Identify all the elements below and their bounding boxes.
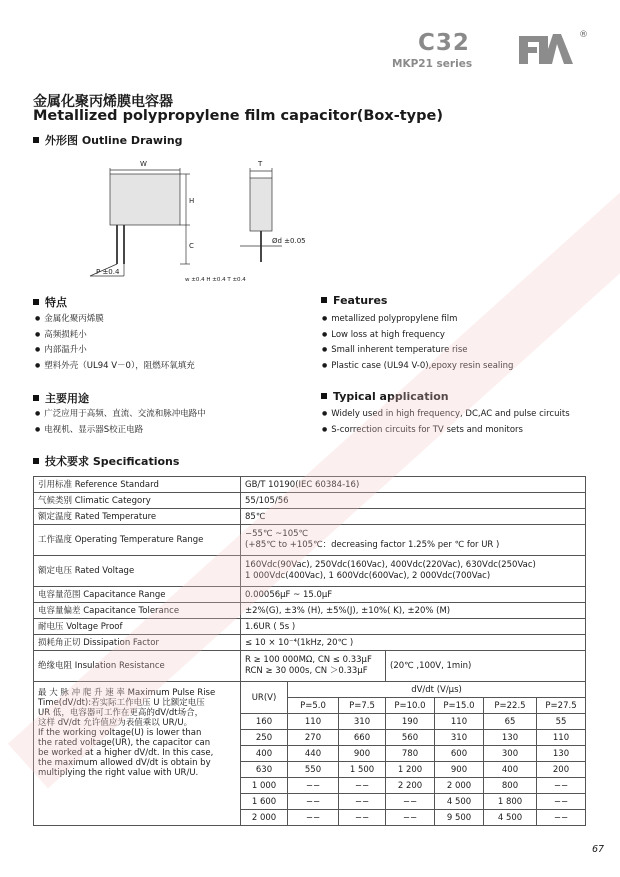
pitch-header: P=5.0: [288, 698, 339, 714]
title-english: Metallized polypropylene film capacitor(Box-type): [33, 108, 443, 124]
table-cell: 600: [435, 746, 484, 762]
table-cell: 550: [288, 762, 339, 778]
table-row: [34, 682, 586, 698]
table-cell: −−: [537, 810, 586, 826]
features-en-heading: [321, 294, 387, 307]
table-cell: 440: [288, 746, 339, 762]
spec-label: 气候类别 Climatic Category: [34, 493, 241, 509]
table-cell: 2 000: [435, 778, 484, 794]
list-item: ● Low loss at high frequency: [322, 327, 513, 343]
table-cell: 310: [339, 714, 386, 730]
model-number: C32: [418, 30, 470, 56]
specs-heading-text: 技术要求 Specifications: [45, 455, 180, 468]
spec-label: 额定电压 Rated Voltage: [34, 556, 241, 587]
list-item: ● metallized polypropylene film: [322, 311, 513, 327]
dim-c-label: C: [189, 242, 194, 250]
pulse-label-line: 最 大 脉 冲 爬 升 速 率 Maximum Pulse Rise: [38, 688, 216, 698]
table-cell: 4 500: [484, 810, 537, 826]
apps-cn-list: [35, 406, 206, 437]
capacitor-body-side: [250, 178, 272, 231]
square-bullet-icon: [321, 393, 327, 399]
table-row: [34, 493, 586, 509]
table-row: [34, 556, 586, 587]
spec-value: ±2%(G), ±3% (H), ±5%(J), ±10%( K), ±20% (M): [241, 603, 586, 619]
dim-t-label: T: [258, 160, 263, 168]
capacitor-body-front: [110, 174, 180, 225]
spec-value-line: R ≥ 100 000MΩ, CN ≤ 0.33μF: [245, 654, 372, 665]
dim-w-label: W: [140, 160, 147, 168]
table-cell: 630: [241, 762, 288, 778]
apps-cn-heading-text: 主要用途: [45, 392, 89, 405]
dvdt-header: dV/dt (V/μs): [288, 682, 586, 698]
square-bullet-icon: [33, 299, 39, 305]
registered-mark: ®: [579, 30, 588, 40]
spec-value: 1.6UR ( 5s ): [241, 619, 586, 635]
pitch-header: P=22.5: [484, 698, 537, 714]
spec-label: 损耗角正切 Dissipation Factor: [34, 635, 241, 651]
spec-label: 绝缘电阻 Insulation Resistance: [34, 651, 241, 682]
table-row: [34, 651, 586, 682]
outline-heading: [33, 132, 183, 148]
spec-label: 工作温度 Operating Temperature Range: [34, 525, 241, 556]
table-cell: 560: [386, 730, 435, 746]
pulse-label-line: multiplying the right value with UR/U.: [38, 768, 199, 778]
spec-label: 电容量范围 Capacitance Range: [34, 587, 241, 603]
spec-value: [241, 525, 586, 556]
pulse-label-line: If the working voltage(U) is lower than: [38, 728, 202, 738]
specs-heading: [33, 453, 179, 469]
spec-label: 额定温度 Rated Temperature: [34, 509, 241, 525]
list-item: ● S-correction circuits for TV sets and monitors: [322, 422, 570, 438]
spec-value: [241, 556, 586, 587]
table-cell: 660: [339, 730, 386, 746]
table-row: [34, 603, 586, 619]
features-cn-heading-text: 特点: [45, 296, 67, 309]
apps-en-list: [322, 406, 570, 437]
features-en-list: [322, 311, 513, 374]
table-cell: 1 200: [386, 762, 435, 778]
table-cell: −−: [339, 794, 386, 810]
table-cell: 310: [435, 730, 484, 746]
table-cell: 900: [435, 762, 484, 778]
pulse-label-line: the rated voltage(UR), the capacitor can: [38, 738, 211, 748]
table-cell: −−: [288, 810, 339, 826]
table-cell: 1 500: [339, 762, 386, 778]
table-cell: 130: [537, 746, 586, 762]
table-cell: 300: [484, 746, 537, 762]
table-cell: −−: [288, 794, 339, 810]
table-cell: −−: [288, 778, 339, 794]
spec-label: 耐电压 Voltage Proof: [34, 619, 241, 635]
table-cell: 130: [484, 730, 537, 746]
table-cell: −−: [537, 794, 586, 810]
table-cell: 900: [339, 746, 386, 762]
spec-value: 0.00056μF ~ 15.0μF: [241, 587, 586, 603]
table-cell: 160: [241, 714, 288, 730]
list-item: ● Widely used in high frequency, DC,AC and pulse circuits: [322, 406, 570, 422]
dim-tolerance-note: w ±0.4 H ±0.4 T ±0.4: [185, 277, 246, 283]
table-cell: −−: [339, 778, 386, 794]
table-cell: 200: [537, 762, 586, 778]
table-row: [34, 619, 586, 635]
list-item: ● 高频损耗小: [35, 327, 195, 343]
table-cell: 250: [241, 730, 288, 746]
pulse-label-line: the maximum allowed dV/dt is obtain by: [38, 758, 211, 768]
spec-label: 电容量偏差 Capacitance Tolerance: [34, 603, 241, 619]
apps-en-heading: [321, 390, 449, 403]
features-cn-heading: [33, 294, 67, 310]
apps-cn-heading: [33, 390, 89, 406]
spec-value: 55/105/56: [241, 493, 586, 509]
square-bullet-icon: [33, 395, 39, 401]
pulse-label-line: 这样 dV/dt 允许值应为表值乘以 UR/U。: [38, 718, 193, 728]
list-item: ● 电视机、显示器S校正电路: [35, 422, 206, 438]
ur-header: UR(V): [241, 682, 288, 714]
title-chinese: 金属化聚丙烯膜电容器: [33, 94, 173, 110]
list-item: ● Plastic case (UL94 V-0),epoxy resin sealing: [322, 358, 513, 374]
table-cell: 9 500: [435, 810, 484, 826]
list-item: ● 内部温升小: [35, 342, 195, 358]
table-row: [34, 635, 586, 651]
list-item: ● Small inherent temperature rise: [322, 342, 513, 358]
table-cell: −−: [339, 810, 386, 826]
page-number: 67: [592, 844, 605, 855]
table-cell: 1 800: [484, 794, 537, 810]
table-cell: −−: [537, 778, 586, 794]
apps-en-heading-text: Typical application: [333, 390, 449, 403]
table-cell: 4 500: [435, 794, 484, 810]
company-logo: [517, 30, 577, 70]
table-cell: 400: [241, 746, 288, 762]
spec-value-line: 1 000Vdc(400Vac), 1 600Vdc(600Vac), 2 000Vdc(700Vac): [245, 571, 491, 581]
square-bullet-icon: [33, 137, 39, 143]
pitch-header: P=7.5: [339, 698, 386, 714]
spec-value: GB/T 10190(IEC 60384-16): [241, 477, 586, 493]
dim-p-label: P ±0.4: [96, 268, 120, 276]
table-cell: 1 000: [241, 778, 288, 794]
list-item: ● 金属化聚丙烯膜: [35, 311, 195, 327]
features-en-heading-text: Features: [333, 294, 388, 307]
features-cn-list: [35, 311, 195, 374]
square-bullet-icon: [33, 458, 39, 464]
table-cell: 1 600: [241, 794, 288, 810]
table-cell: 400: [484, 762, 537, 778]
table-row: [34, 477, 586, 493]
pitch-header: P=15.0: [435, 698, 484, 714]
spec-label: 引用标准 Reference Standard: [34, 477, 241, 493]
table-cell: −−: [386, 794, 435, 810]
table-cell: 2 200: [386, 778, 435, 794]
spec-value: ≤ 10 × 10⁻⁴(1kHz, 20℃ ): [241, 635, 586, 651]
square-bullet-icon: [321, 297, 327, 303]
spec-value-line: RCN ≥ 30 000s, CN ＞0.33μF: [245, 666, 368, 676]
list-item: ● 广泛应用于高频、直流、交流和脉冲电路中: [35, 406, 206, 422]
spec-value: [241, 651, 386, 682]
list-item: ● 塑料外壳（UL94 V－0），阻燃环氧填充: [35, 358, 195, 374]
table-row: [34, 509, 586, 525]
spec-value-line: 160Vdc(90Vac), 250Vdc(160Vac), 400Vdc(220Vac), 630Vdc(250Vac): [245, 559, 536, 570]
table-cell: 65: [484, 714, 537, 730]
pulse-label-line: UR 低，电容器可工作在更高的dV/dt场合，: [38, 708, 204, 718]
table-cell: 270: [288, 730, 339, 746]
table-cell: 800: [484, 778, 537, 794]
table-row: [34, 587, 586, 603]
outline-drawing: [60, 150, 360, 290]
table-cell: 55: [537, 714, 586, 730]
spec-value-line: −55℃ ~105℃: [245, 528, 309, 539]
table-cell: 110: [537, 730, 586, 746]
spec-value-note: (20℃ ,100V, 1min): [386, 651, 586, 682]
pulse-label-line: be worked at a higher dV/dt. In this case,: [38, 748, 214, 758]
series-name: MKP21 series: [392, 58, 473, 70]
table-cell: 780: [386, 746, 435, 762]
table-cell: 110: [435, 714, 484, 730]
outline-heading-text: 外形图 Outline Drawing: [45, 134, 183, 147]
spec-value-line: (+85℃ to +105℃：decreasing factor 1.25% per ℃ for UR ): [245, 540, 500, 550]
table-cell: −−: [386, 810, 435, 826]
pitch-header: P=10.0: [386, 698, 435, 714]
table-cell: 110: [288, 714, 339, 730]
table-row: [34, 525, 586, 556]
dim-d-label: Ød ±0.05: [272, 237, 306, 245]
table-cell: 2 000: [241, 810, 288, 826]
spec-value: 85℃: [241, 509, 586, 525]
table-cell: 190: [386, 714, 435, 730]
pulse-label-line: Time(dV/dt):若实际工作电压 U 比额定电压: [38, 698, 205, 708]
pitch-header: P=27.5: [537, 698, 586, 714]
pulse-rise-label: [34, 682, 241, 826]
dim-h-label: H: [189, 197, 195, 205]
specs-table: [33, 476, 586, 826]
